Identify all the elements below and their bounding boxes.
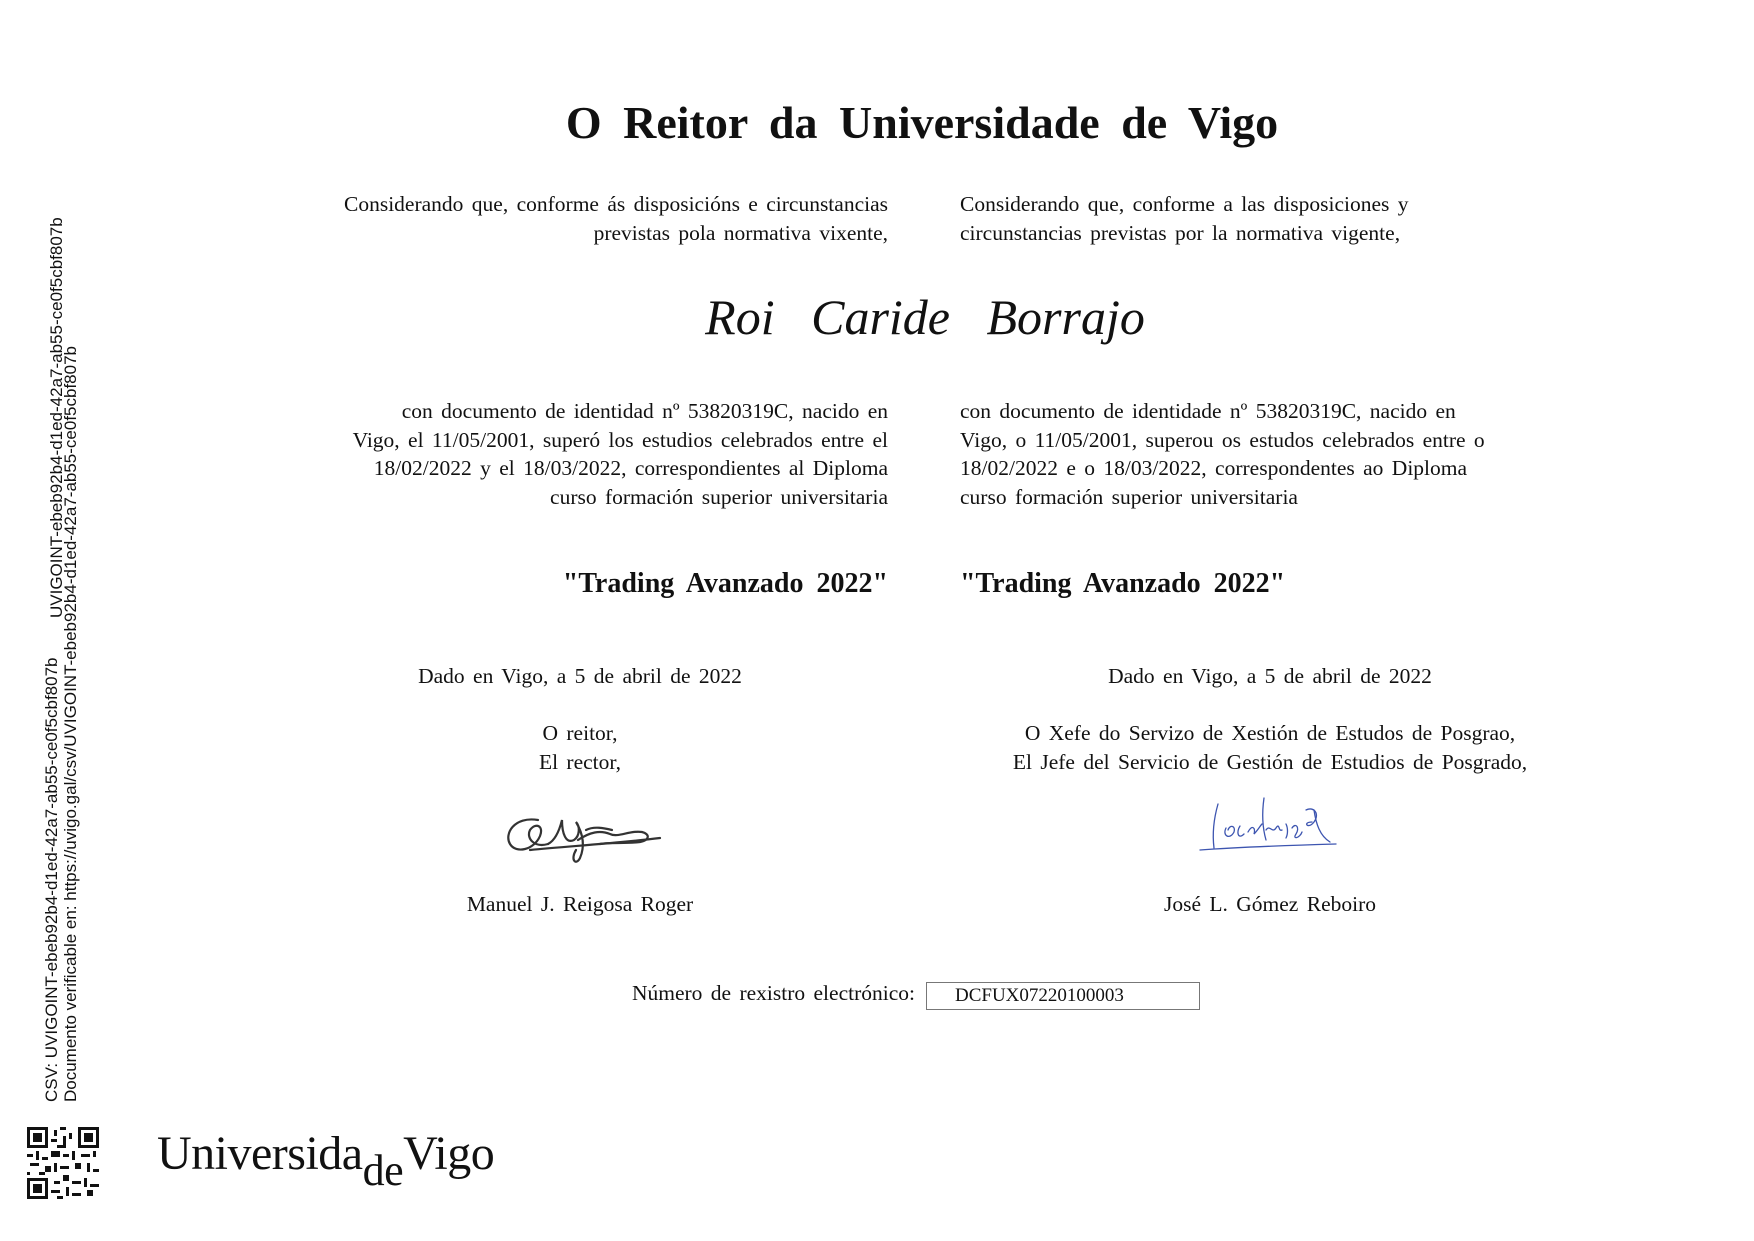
verification-url-line: Documento verificable en: https://uvigo.gal/csv/UVIGOINT-ebeb92b4-d1ed-42a7-ab55-ce0f5cbf807b [61, 345, 80, 1102]
intro-spanish [960, 190, 1620, 247]
body-spanish-line: Vigo, el 11/05/2001, superó los estudios celebrados entre el [352, 427, 888, 452]
rector-signature [500, 800, 670, 870]
intro-spanish-line: circunstancias previstas por la normativa vigente, [960, 220, 1401, 245]
body-galician-line: con documento de identidade nº 53820319C, nacido en [960, 399, 1456, 423]
signer-role-spanish: El Jefe del Servicio de Gestión de Estudios de Posgrado, [1012, 749, 1528, 774]
qr-code-icon [27, 1127, 99, 1199]
body-galician-line: 18/02/2022 e o 18/03/2022, correspondentes ao Diploma [960, 456, 1468, 480]
university-logo [157, 1126, 495, 1195]
issue-date-right: Dado en Vigo, a 5 de abril de 2022 [1108, 664, 1432, 688]
logo-text-universida: Universida [157, 1127, 363, 1180]
body-spanish-line: con documento de identidad nº 53820319C, nacido en [401, 399, 888, 423]
intro-galician-line: previstas pola normativa vixente, [593, 220, 888, 245]
signer-name-left: Manuel J. Reigosa Roger [466, 892, 694, 916]
signer-role-galician: O Xefe do Servizo de Xestión de Estudos de Posgrao, [1024, 721, 1516, 745]
logo-text-vigo: Vigo [403, 1127, 495, 1180]
registry-label: Número de rexistro electrónico: [631, 981, 915, 1005]
posgrado-signature [1196, 788, 1346, 868]
body-galician-line: curso formación superior universitaria [960, 484, 1298, 509]
intro-spanish-line: Considerando que, conforme a las disposiciones y [960, 192, 1409, 216]
signer-role-spanish: El rector, [538, 749, 622, 774]
course-title-left: "Trading Avanzado 2022" [562, 568, 888, 599]
csv-top-code: UVIGOINT-ebeb92b4-d1ed-42a7-ab55-ce0f5cbf807b [47, 217, 66, 618]
signer-role-left [330, 719, 830, 776]
signer-role-galician: O reitor, [542, 721, 618, 745]
certificate-title: O Reitor da Universidade de Vigo [565, 97, 1279, 148]
body-galician [960, 397, 1620, 511]
issue-date-left: Dado en Vigo, a 5 de abril de 2022 [418, 664, 742, 688]
body-spanish-line: curso formación superior universitaria [550, 484, 888, 509]
intro-galician-line: Considerando que, conforme ás disposicións e circunstancias [343, 192, 888, 216]
signer-name-right: José L. Gómez Reboiro [1163, 892, 1376, 916]
body-galician-line: Vigo, o 11/05/2001, superou os estudos celebrados entre o [960, 427, 1485, 452]
signer-role-right [930, 719, 1610, 776]
course-title-right: "Trading Avanzado 2022" [960, 568, 1286, 599]
body-spanish-line: 18/02/2022 y el 18/03/2022, correspondientes al Diploma [373, 456, 888, 480]
logo-text-de: de [362, 1146, 404, 1195]
registry-number-box: DCFUX07220100003 [926, 982, 1200, 1010]
intro-galician [238, 190, 888, 247]
csv-line: CSV: UVIGOINT-ebeb92b4-d1ed-42a7-ab55-ce0f5cbf807b [42, 657, 61, 1102]
body-spanish [238, 397, 888, 511]
recipient-name: Roi Caride Borrajo [705, 289, 1145, 345]
